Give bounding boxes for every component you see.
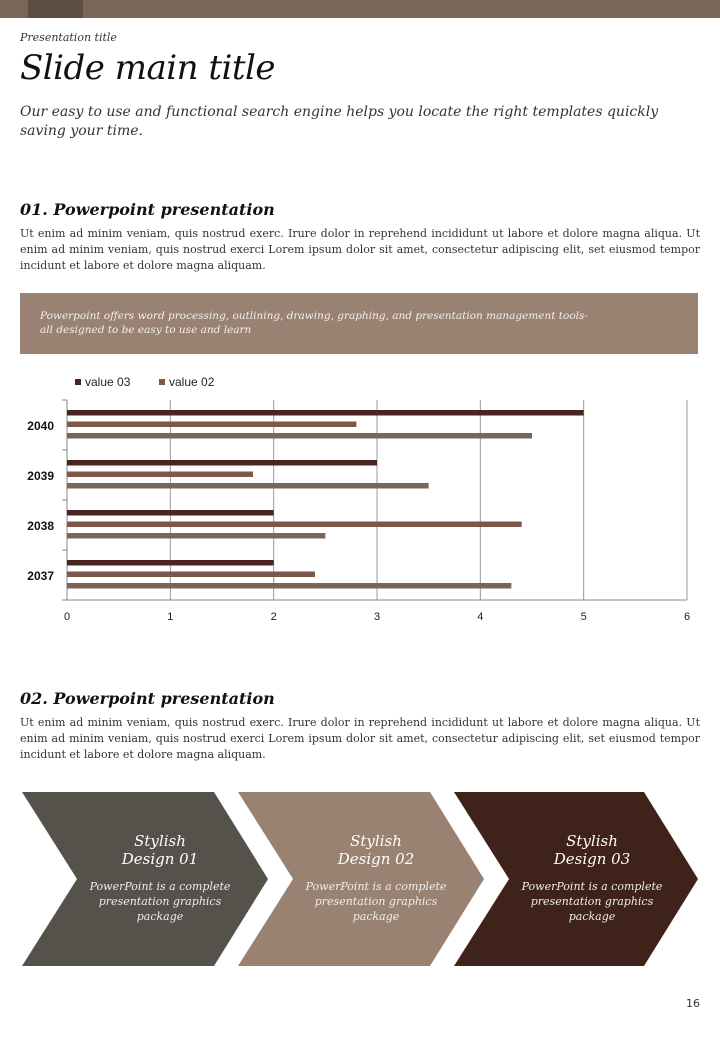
bar bbox=[67, 533, 325, 539]
chevron-title-line: Design 03 bbox=[553, 850, 631, 868]
bar bbox=[67, 410, 584, 416]
chevron-title bbox=[238, 832, 484, 868]
chevron-title bbox=[454, 832, 700, 868]
chevron-desc-line: PowerPoint is a complete bbox=[89, 880, 231, 893]
banner-text: Powerpoint offers word processing, outlining, drawing, graphing, and presentation management tools- all designed to be easy to use and learn bbox=[40, 310, 588, 336]
chevron-title bbox=[22, 832, 268, 868]
x-tick-label: 6 bbox=[683, 611, 691, 623]
chevron-step-2 bbox=[238, 792, 484, 966]
chevron-title-line: Stylish bbox=[566, 832, 618, 850]
bar bbox=[67, 522, 522, 528]
section1-heading: 01. Powerpoint presentation bbox=[20, 200, 275, 219]
x-tick-label: 1 bbox=[167, 611, 174, 623]
chevron-desc-line: presentation graphics bbox=[314, 895, 438, 908]
chevron-desc-line: package bbox=[352, 910, 400, 923]
bar bbox=[67, 572, 315, 578]
chevron-desc-line: PowerPoint is a complete bbox=[305, 880, 447, 893]
bar bbox=[67, 422, 356, 428]
section2-body: Ut enim ad minim veniam, quis nostrud exerc. Irure dolor in reprehend incididunt ut labore et dolore magna aliqua. Ut enim ad minim veniam, quis nostrud exerci Lorem ipsum dolor sit amet, consectetur adipiscing elit, set eiusmod tempor incidunt et labore et dolore magna aliquam. bbox=[20, 716, 700, 761]
chevron-desc-line: package bbox=[136, 910, 184, 923]
chevron-desc-line: presentation graphics bbox=[530, 895, 654, 908]
chevron-desc-line: presentation graphics bbox=[98, 895, 222, 908]
bar bbox=[67, 510, 274, 516]
bar bbox=[67, 460, 377, 466]
chevron-description bbox=[238, 879, 484, 924]
section1-body: Ut enim ad minim veniam, quis nostrud exerc. Irure dolor in reprehend incididunt ut labore et dolore magna aliqua. Ut enim ad minim veniam, quis nostrud exerci Lorem ipsum dolor sit amet, consectetur adipiscing elit, set eiusmod tempor incidunt et labore et dolore magna aliquam. bbox=[20, 227, 700, 272]
y-tick-label: 2040 bbox=[27, 419, 54, 433]
bar bbox=[67, 583, 511, 589]
legend-label: value 02 bbox=[169, 375, 215, 389]
bar bbox=[67, 433, 532, 439]
y-tick-label: 2039 bbox=[27, 469, 54, 483]
page-number: 16 bbox=[686, 997, 700, 1010]
bar bbox=[67, 472, 253, 478]
slide-subtitle: Our easy to use and functional search engine helps you locate the right templates quickly saving your time. bbox=[20, 104, 659, 139]
x-tick-label: 5 bbox=[580, 611, 587, 623]
top-bar bbox=[0, 0, 720, 18]
section2-heading: 02. Powerpoint presentation bbox=[20, 689, 275, 708]
chevron-description bbox=[22, 879, 268, 924]
x-tick-label: 0 bbox=[63, 611, 71, 623]
chevron-title-line: Stylish bbox=[350, 832, 402, 850]
legend-swatch bbox=[159, 379, 165, 385]
chevron-title-line: Design 01 bbox=[121, 850, 199, 868]
chevron-step-3 bbox=[454, 792, 700, 966]
chevron-description bbox=[454, 879, 700, 924]
x-tick-label: 2 bbox=[270, 611, 277, 623]
y-tick-label: 2038 bbox=[27, 519, 54, 533]
chevron-desc-line: package bbox=[568, 910, 616, 923]
chevron-step-1 bbox=[22, 792, 268, 966]
chevron-desc-line: PowerPoint is a complete bbox=[521, 880, 663, 893]
legend-label: value 03 bbox=[85, 375, 131, 389]
slide-main-title: Slide main title bbox=[20, 48, 276, 88]
y-tick-label: 2037 bbox=[27, 569, 54, 583]
presentation-title: Presentation title bbox=[20, 31, 117, 44]
info-banner bbox=[20, 293, 698, 354]
legend-swatch bbox=[75, 379, 81, 385]
top-bar-accent bbox=[28, 0, 83, 18]
chevron-title-line: Stylish bbox=[134, 832, 186, 850]
x-tick-label: 4 bbox=[477, 611, 484, 623]
bar-chart bbox=[0, 365, 720, 635]
chevron-title-line: Design 02 bbox=[337, 850, 415, 868]
x-tick-label: 3 bbox=[373, 611, 381, 623]
bar bbox=[67, 483, 429, 489]
bar bbox=[67, 560, 274, 566]
